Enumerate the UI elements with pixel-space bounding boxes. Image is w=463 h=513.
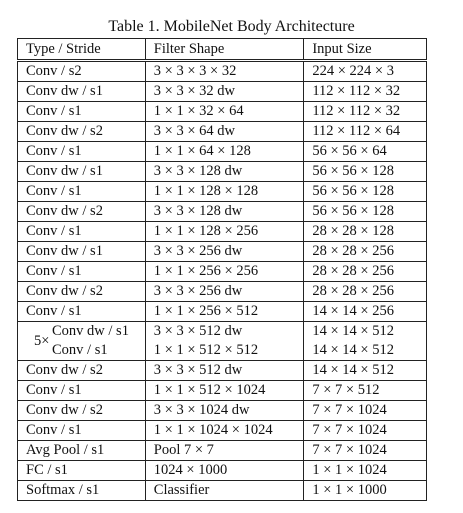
group-type-stride: Conv dw / s1 bbox=[52, 323, 129, 339]
cell-type-stride: Conv / s2 bbox=[18, 61, 146, 82]
cell-type-stride: Conv dw / s2 bbox=[18, 122, 146, 142]
table-row bbox=[18, 202, 427, 222]
cell-type-stride-group bbox=[18, 322, 146, 361]
cell-input-size: 1 × 1 × 1024 bbox=[304, 461, 427, 481]
table-row bbox=[18, 142, 427, 162]
cell-type-stride: Conv dw / s2 bbox=[18, 282, 146, 302]
cell-input-size: 7 × 7 × 1024 bbox=[304, 421, 427, 441]
cell-input-size: 7 × 7 × 1024 bbox=[304, 441, 427, 461]
cell-type-stride: Conv dw / s2 bbox=[18, 361, 146, 381]
cell-filter-shape: 3 × 3 × 32 dw bbox=[145, 82, 304, 102]
cell-filter-shape: 1 × 1 × 32 × 64 bbox=[145, 102, 304, 122]
cell-type-stride: Conv dw / s2 bbox=[18, 202, 146, 222]
cell-input-size: 7 × 7 × 1024 bbox=[304, 401, 427, 421]
header-filter-shape: Filter Shape bbox=[145, 39, 304, 61]
table-row bbox=[18, 282, 427, 302]
cell-input-size: 56 × 56 × 128 bbox=[304, 162, 427, 182]
cell-filter-shape: 1 × 1 × 512 × 1024 bbox=[145, 381, 304, 401]
cell-type-stride: Conv dw / s1 bbox=[18, 82, 146, 102]
table-row bbox=[18, 182, 427, 202]
cell-filter-shape: 3 × 3 × 128 dw bbox=[145, 162, 304, 182]
header-type-stride: Type / Stride bbox=[18, 39, 146, 61]
cell-type-stride: Conv / s1 bbox=[18, 381, 146, 401]
repeat-group-row bbox=[18, 322, 427, 361]
cell-filter-shape: 3 × 3 × 3 × 32 bbox=[145, 61, 304, 82]
cell-type-stride: Conv / s1 bbox=[18, 302, 146, 322]
group-type-stride: Conv / s1 bbox=[52, 342, 108, 358]
cell-input-size: 14 × 14 × 512 bbox=[304, 361, 427, 381]
cell-filter-shape: 3 × 3 × 1024 dw bbox=[145, 401, 304, 421]
table-row bbox=[18, 262, 427, 282]
cell-input-size: 56 × 56 × 128 bbox=[304, 182, 427, 202]
cell-filter-shape: 3 × 3 × 128 dw bbox=[145, 202, 304, 222]
cell-type-stride: Conv / s1 bbox=[18, 222, 146, 242]
cell-filter-shape: Classifier bbox=[145, 481, 304, 501]
cell-input-size: 28 × 28 × 256 bbox=[304, 282, 427, 302]
cell-type-stride: Avg Pool / s1 bbox=[18, 441, 146, 461]
group-filter-shape: 3 × 3 × 512 dw bbox=[153, 323, 243, 339]
cell-input-size: 7 × 7 × 512 bbox=[304, 381, 427, 401]
table-row bbox=[18, 381, 427, 401]
cell-input-size: 28 × 28 × 256 bbox=[304, 262, 427, 282]
cell-filter-shape: 3 × 3 × 64 dw bbox=[145, 122, 304, 142]
cell-filter-shape: Pool 7 × 7 bbox=[145, 441, 304, 461]
cell-input-size: 56 × 56 × 128 bbox=[304, 202, 427, 222]
cell-type-stride: Conv / s1 bbox=[18, 102, 146, 122]
cell-type-stride: Conv dw / s2 bbox=[18, 401, 146, 421]
group-input-size: 14 × 14 × 512 bbox=[312, 342, 394, 358]
table-row bbox=[18, 461, 427, 481]
table-row bbox=[18, 361, 427, 381]
table-row bbox=[18, 102, 427, 122]
cell-input-size: 112 × 112 × 64 bbox=[304, 122, 427, 142]
table-row bbox=[18, 222, 427, 242]
cell-input-size: 14 × 14 × 256 bbox=[304, 302, 427, 322]
table-row bbox=[18, 401, 427, 421]
cell-type-stride: Conv / s1 bbox=[18, 142, 146, 162]
cell-input-size: 56 × 56 × 64 bbox=[304, 142, 427, 162]
cell-input-size: 1 × 1 × 1000 bbox=[304, 481, 427, 501]
table-row bbox=[18, 122, 427, 142]
cell-filter-shape: 1 × 1 × 256 × 256 bbox=[145, 262, 304, 282]
table-row bbox=[18, 162, 427, 182]
repeat-multiplier: 5× bbox=[34, 332, 50, 349]
table-row bbox=[18, 421, 427, 441]
cell-filter-shape: 1 × 1 × 1024 × 1024 bbox=[145, 421, 304, 441]
cell-filter-shape: 3 × 3 × 256 dw bbox=[145, 282, 304, 302]
cell-group-filter-shape bbox=[145, 322, 304, 361]
cell-type-stride: Conv dw / s1 bbox=[18, 242, 146, 262]
cell-input-size: 28 × 28 × 256 bbox=[304, 242, 427, 262]
group-filter-shape: 1 × 1 × 512 × 512 bbox=[153, 342, 259, 358]
cell-input-size: 112 × 112 × 32 bbox=[304, 82, 427, 102]
cell-filter-shape: 1 × 1 × 64 × 128 bbox=[145, 142, 304, 162]
table-row bbox=[18, 61, 427, 82]
table-row bbox=[18, 82, 427, 102]
architecture-table bbox=[17, 38, 427, 501]
cell-filter-shape: 3 × 3 × 512 dw bbox=[145, 361, 304, 381]
cell-filter-shape: 1 × 1 × 128 × 128 bbox=[145, 182, 304, 202]
cell-input-size: 28 × 28 × 128 bbox=[304, 222, 427, 242]
table-row bbox=[18, 441, 427, 461]
cell-type-stride: Conv / s1 bbox=[18, 421, 146, 441]
cell-filter-shape: 1 × 1 × 256 × 512 bbox=[145, 302, 304, 322]
header-row bbox=[18, 39, 427, 61]
table-caption: Table 1. MobileNet Body Architecture bbox=[108, 18, 355, 35]
header-input-size: Input Size bbox=[304, 39, 427, 61]
cell-type-stride: Softmax / s1 bbox=[18, 481, 146, 501]
cell-type-stride: Conv dw / s1 bbox=[18, 162, 146, 182]
cell-group-input-size bbox=[304, 322, 427, 361]
cell-input-size: 112 × 112 × 32 bbox=[304, 102, 427, 122]
cell-filter-shape: 1024 × 1000 bbox=[145, 461, 304, 481]
table-row bbox=[18, 481, 427, 501]
cell-type-stride: Conv / s1 bbox=[18, 262, 146, 282]
cell-type-stride: FC / s1 bbox=[18, 461, 146, 481]
table-row bbox=[18, 242, 427, 262]
cell-filter-shape: 1 × 1 × 128 × 256 bbox=[145, 222, 304, 242]
cell-filter-shape: 3 × 3 × 256 dw bbox=[145, 242, 304, 262]
table-row bbox=[18, 302, 427, 322]
group-input-size: 14 × 14 × 512 bbox=[312, 323, 394, 339]
cell-input-size: 224 × 224 × 3 bbox=[304, 61, 427, 82]
table-body bbox=[18, 61, 427, 501]
cell-type-stride: Conv / s1 bbox=[18, 182, 146, 202]
